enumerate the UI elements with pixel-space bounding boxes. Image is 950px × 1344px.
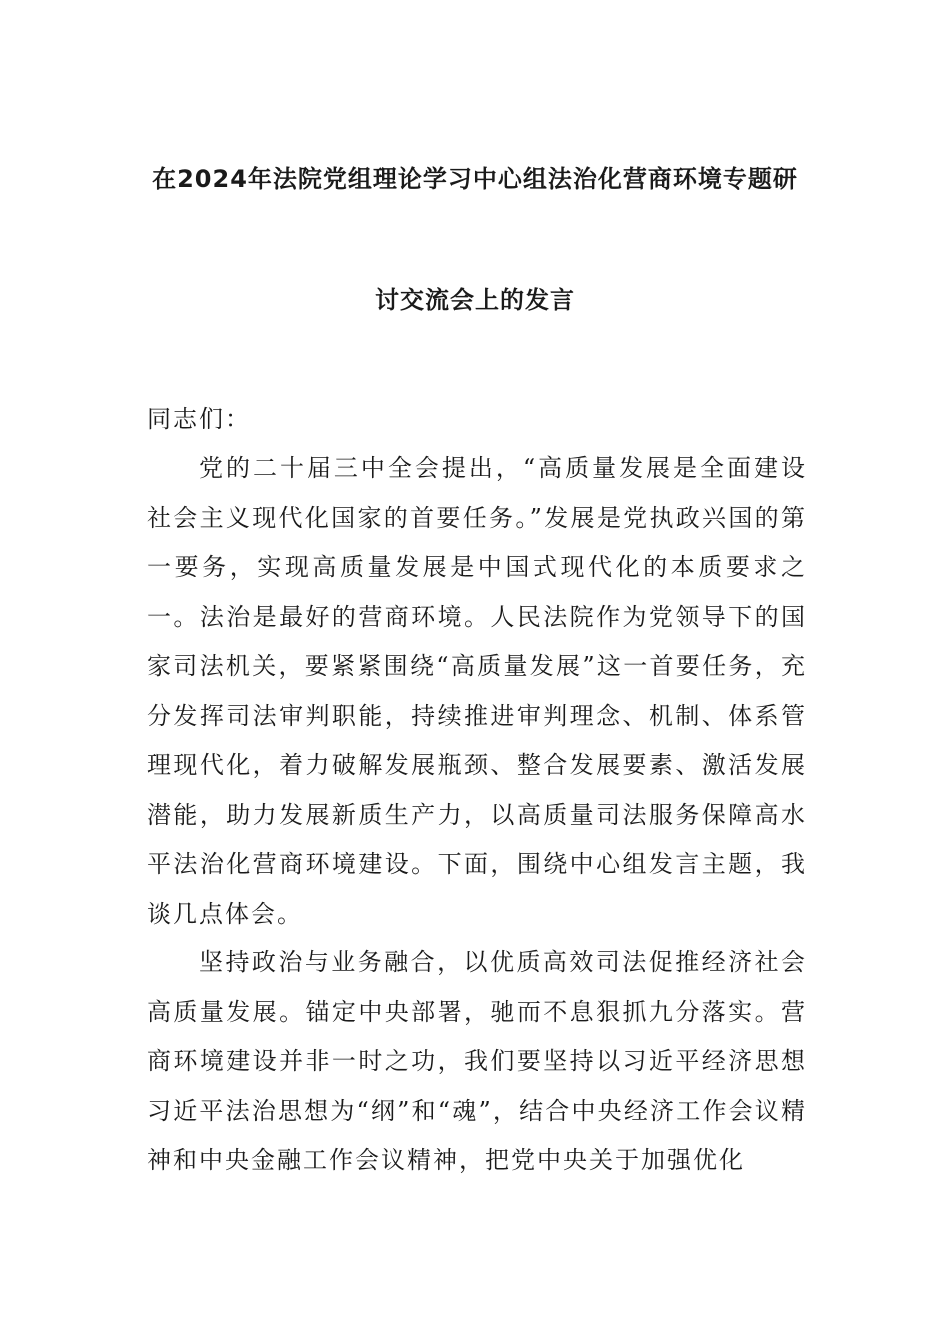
paragraph-1: 党的二十届三中全会提出，“高质量发展是全面建设社会主义现代化国家的首要任务。”发展是党执政兴国的第一要务，实现高质量发展是中国式现代化的本质要求之一。法治是最好的营商环境。人民法院作为党领导下的国家司法机关，要紧紧围绕“高质量发展”这一首要任务，充分发挥司法审判职能，持续推进审判理念、机制、体系管理现代化，着力破解发展瓶颈、整合发展要素、激活发展潜能，助力发展新质生产力，以高质量司法服务保障高水平法治化营商环境建设。下面，围绕中心组发言主题，我谈几点体会。 [147, 454, 807, 928]
greeting: 同志们： [147, 405, 251, 433]
paragraph-2: 坚持政治与业务融合，以优质高效司法促推经济社会高质量发展。锚定中央部署，驰而不息狠抓九分落实。营商环境建设并非一时之功，我们要坚持以习近平经济思想习近平法治思想为“纲”和“魂”，结合中央经济工作会议精神和中央金融工作会议精神，把党中央关于加强优化 [147, 948, 807, 1174]
document-title-line-1: 在2024年法院党组理论学习中心组法治化营商环境专题研 [152, 165, 798, 193]
document-title-line-2: 讨交流会上的发言 [375, 286, 575, 314]
